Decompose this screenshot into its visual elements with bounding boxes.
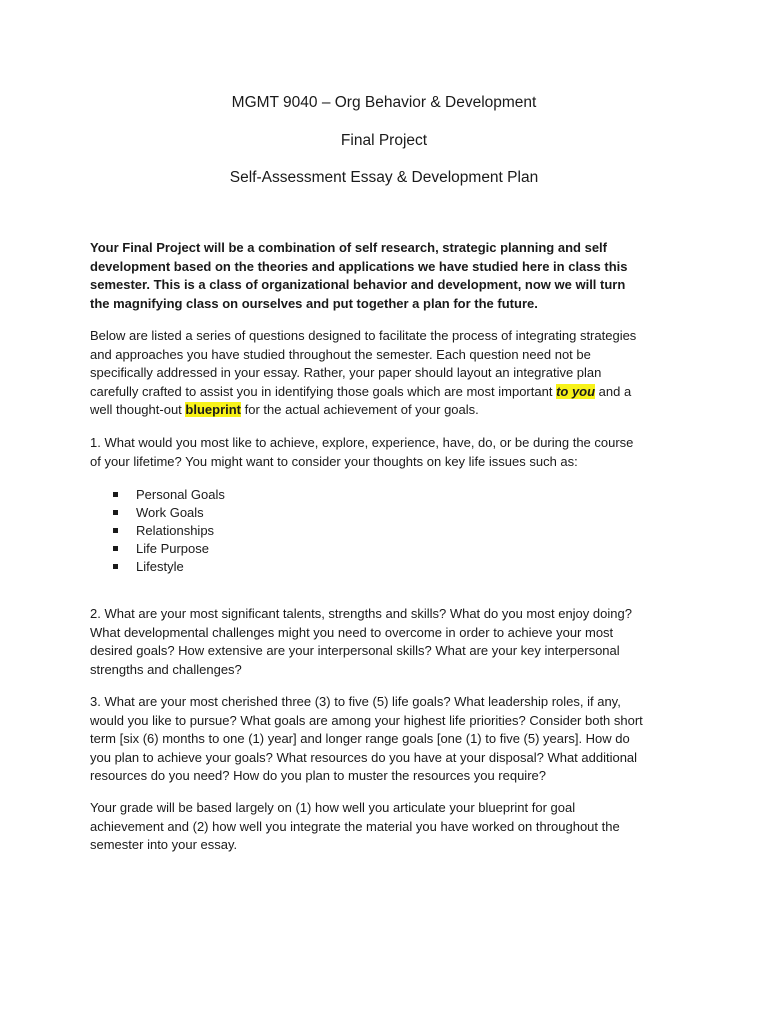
highlight-blueprint: blueprint bbox=[185, 402, 242, 417]
line-text: carefully crafted to assist you in identifying those goals which are most important bbox=[90, 383, 557, 399]
list-item bbox=[112, 504, 225, 522]
questions-intro-paragraph bbox=[90, 327, 690, 420]
list-item bbox=[112, 558, 225, 576]
paragraph-line: 2. What are your most significant talents, strengths and skills? What do you most enjoy doing? bbox=[90, 606, 632, 621]
line-text: and a bbox=[595, 383, 632, 399]
list-item-label: Relationships bbox=[136, 523, 215, 538]
list-item bbox=[112, 486, 225, 504]
paragraph-line: you plan to achieve your goals? What resources do you have at your disposal? What additional bbox=[90, 749, 638, 765]
course-title: MGMT 9040 – Org Behavior & Development bbox=[231, 94, 537, 111]
intro-line: the magnifying class on ourselves and put together a plan for the future. bbox=[90, 295, 538, 311]
highlight-to-you: to you bbox=[556, 383, 596, 399]
document-subtitle: Self-Assessment Essay & Development Plan bbox=[229, 169, 539, 186]
paragraph-line: achievement and (2) how well you integrate the material you have worked on throughout the bbox=[90, 818, 620, 834]
paragraph-line: semester into your essay. bbox=[90, 837, 238, 852]
paragraph-line: specifically addressed in your essay. Rather, your paper should layout an integrative plan bbox=[90, 365, 602, 380]
paragraph-line: of your lifetime? You might want to consider your thoughts on key life issues such as: bbox=[90, 453, 578, 469]
list-item-label: Personal Goals bbox=[136, 487, 225, 502]
paragraph-line: 3. What are your most cherished three (3) to five (5) life goals? What leadership roles, if any, bbox=[90, 694, 621, 709]
list-item-label: Lifestyle bbox=[136, 559, 184, 574]
paragraph-line: strengths and challenges? bbox=[90, 661, 242, 677]
square-bullet-icon bbox=[113, 564, 118, 569]
paragraph-line: term [six (6) months to one (1) year] and longer range goals [one (1) to five (5) years]. How do bbox=[90, 731, 630, 746]
list-item bbox=[112, 540, 225, 558]
intro-paragraph bbox=[90, 239, 690, 313]
grading-paragraph bbox=[90, 799, 690, 855]
question-3 bbox=[90, 693, 690, 786]
square-bullet-icon bbox=[113, 510, 118, 515]
paragraph-line: resources do you need? How do you plan to muster the resources you require? bbox=[90, 768, 546, 783]
square-bullet-icon bbox=[113, 546, 118, 551]
question-1 bbox=[90, 434, 690, 471]
list-item bbox=[112, 522, 225, 540]
list-item-label: Work Goals bbox=[136, 505, 204, 520]
list-item-label: Life Purpose bbox=[136, 541, 209, 556]
line-text: well thought-out bbox=[90, 402, 186, 417]
intro-line: development based on the theories and applications we have studied here in class this bbox=[90, 258, 628, 274]
project-title: Final Project bbox=[340, 132, 428, 149]
paragraph-line bbox=[90, 383, 690, 402]
intro-line: Your Final Project will be a combination of self research, strategic planning and self bbox=[90, 240, 607, 255]
life-issues-list bbox=[112, 486, 225, 576]
paragraph-line: What developmental challenges might you need to overcome in order to achieve your most bbox=[90, 624, 614, 640]
square-bullet-icon bbox=[113, 528, 118, 533]
paragraph-line bbox=[90, 401, 690, 420]
paragraph-line: Below are listed a series of questions designed to facilitate the process of integrating strategies bbox=[90, 328, 637, 343]
question-2 bbox=[90, 605, 690, 679]
paragraph-line: Your grade will be based largely on (1) how well you articulate your blueprint for goal bbox=[90, 800, 576, 815]
intro-line: semester. This is a class of organizational behavior and development, now we will turn bbox=[90, 277, 626, 292]
paragraph-line: and approaches you have studied throughout the semester. Each question need not be bbox=[90, 346, 591, 362]
paragraph-line: 1. What would you most like to achieve, explore, experience, have, do, or be during the course bbox=[90, 435, 634, 450]
paragraph-line: would you like to pursue? What goals are among your highest life priorities? Consider both short bbox=[90, 712, 643, 728]
line-text: for the actual achievement of your goals. bbox=[241, 402, 479, 417]
square-bullet-icon bbox=[113, 492, 118, 497]
paragraph-line: desired goals? How extensive are your interpersonal skills? What are your key interpersonal bbox=[90, 643, 620, 658]
